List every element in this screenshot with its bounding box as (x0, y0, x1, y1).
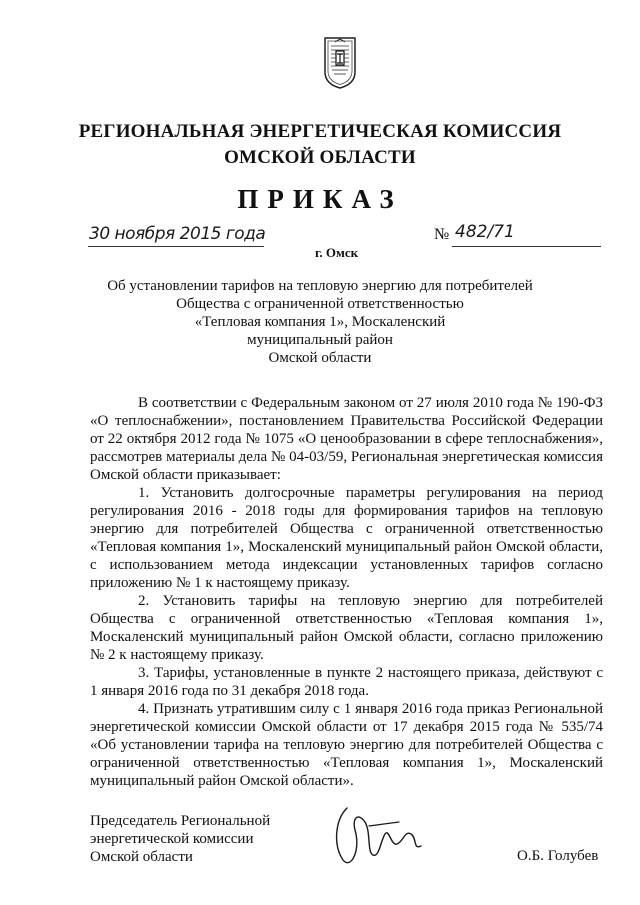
number-sign: № (434, 226, 450, 243)
handwritten-order-number: 482/71 (455, 222, 515, 242)
date-underline (88, 246, 264, 247)
coat-of-arms-icon (323, 36, 357, 90)
preamble-paragraph: В соответствии с Федеральным законом от 27 июля 2010 года № 190-ФЗ «О теплоснабжении», постановлением Правительства Российской Федерации от 22 октября 2012 года № 1075 «О ценообразовании в сфере теплоснабжения», рассмотрев материалы дела № 04-03/59, Региональная энергетическая комиссия Омской области приказывает: (90, 395, 603, 483)
handwritten-date: 30 ноября 2015 года (89, 224, 266, 244)
subject-line: муниципальный район (247, 332, 393, 348)
subject-line: «Тепловая компания 1», Москаленский (194, 314, 446, 330)
clause-2-paragraph: 2. Установить тарифы на тепловую энергию для потребителей Общества с ограниченной ответственностью «Тепловая компания 1», Москаленский муниципальный район Омской области, согласно приложению № 2 к настоящему приказу. (90, 593, 603, 663)
signatory-position (90, 812, 270, 866)
subject-line: Об установлении тарифов на тепловую энергию для потребителей (107, 278, 533, 294)
clause-1-paragraph: 1. Установить долгосрочные параметры регулирования на период регулирования 2016 - 2018 годы для формирования тарифов на тепловую энергию для потребителей Общества с ограниченной ответственностью «Тепловая компания 1», Москаленский муниципальный район Омской области, с использованием метода индексации установленных тарифов согласно приложению № 1 к настоящему приказу. (90, 485, 603, 591)
city-label: г. Омск (315, 245, 359, 260)
organization-name-line2: ОМСКОЙ ОБЛАСТИ (224, 147, 416, 168)
order-body (90, 394, 603, 790)
subject-line: Общества с ограниченной ответственностью (176, 296, 464, 312)
subject-line: Омской области (268, 350, 372, 366)
clause-3-paragraph: 3. Тарифы, установленные в пункте 2 настоящего приказа, действуют с 1 января 2016 года по 31 декабря 2018 года. (90, 665, 603, 699)
organization-name-line1: РЕГИОНАЛЬНАЯ ЭНЕРГЕТИЧЕСКАЯ КОМИССИЯ (78, 121, 562, 142)
number-underline (452, 246, 601, 247)
signatory-line: Председатель Региональной (90, 813, 271, 829)
clause-4-paragraph: 4. Признать утратившим силу с 1 января 2016 года приказ Региональной энергетической комиссии Омской области от 17 декабря 2015 года № 535/74 «Об установлении тарифа на тепловую энергию для потребителей Общества с ограниченной ответственностью «Тепловая компания 1», Москаленский муниципальный район Омской области». (90, 701, 603, 789)
signatory-line: Омской области (90, 849, 193, 865)
order-subject (100, 277, 540, 367)
document-type-title: ПРИКАЗ (237, 184, 403, 214)
signatory-line: энергетической комиссии (90, 831, 254, 847)
signatory-name: О.Б. Голубев (517, 848, 599, 864)
handwritten-signature (325, 800, 435, 870)
